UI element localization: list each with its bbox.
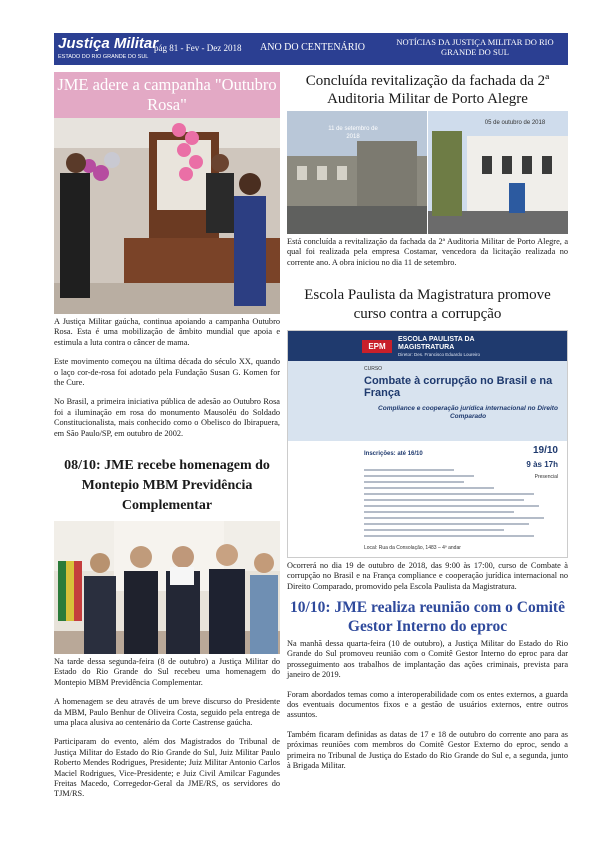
logo-title: Justiça Militar: [58, 35, 159, 52]
epm-headline: Escola Paulista da Magistratura promove curso contra a corrupção: [304, 287, 551, 322]
epm-logo: EPM: [362, 340, 392, 353]
header-right-title: NOTÍCIAS DA JUSTIÇA MILITAR DO RIO GRANDE DO SUL: [396, 37, 554, 57]
mbm-paragraph: Na tarde dessa segunda-feira (8 de outubro) a Justiça Militar do Estado do Rio Grande do Sul recebeu uma homenagem do Montepio MBM Previdência Complementar.: [54, 657, 280, 687]
mbm-paragraph: A homenagem se deu através de um breve discurso do Presidente da MBM, Paulo Benhur de Oliveira Costa, seguido pela entrega de uma placa alusiva ao centenário da Corte Castrense gaúcha.: [54, 697, 280, 728]
flyer-label: CURSO: [364, 366, 383, 372]
page-header: [54, 33, 568, 65]
flyer-date: 19/10: [532, 445, 558, 456]
header-center-title: ANO DO CENTENÁRIO: [260, 42, 365, 53]
eproc-headline: 10/10: JME realiza reunião com o Comitê Gestor Interno do eproc: [290, 599, 565, 635]
flyer-director: Diretor: Des. Francisco Eduardo Loureiro: [398, 352, 481, 357]
page-info: pág 81 - Fev - Dez 2018: [154, 43, 242, 53]
flyer-title-band: [288, 361, 567, 441]
mbm-headline: 08/10: JME recebe homenagem do Montepio MBM Previdência Complementar: [64, 458, 270, 513]
mbm-photo: [54, 521, 280, 654]
facade-photos: [287, 111, 568, 234]
eproc-paragraph: Também ficaram definidas as datas de 17 e 18 de outubro do corrente ano para as próximas reuniões com membros do Comitê Gestor Externo do eproc, sendo a primeira no Tribunal de Justiça do Estado do Rio Grande do Sul e, a segunda, junto à Brigada Militar.: [287, 729, 568, 771]
rosa-photo: [54, 118, 280, 314]
facade-caption: Está concluída a revitalização da fachada da 2ª Auditoria Militar de Porto Alegre, a qual foi realizada pela empresa Costamar, vencedora da licitação realizada no corrente ano. A obra iniciou no dia 11 de setembro.: [287, 237, 568, 267]
epm-flyer: [287, 330, 568, 558]
eproc-paragraph: Na manhã dessa quarta-feira (10 de outubro), a Justiça Militar do Estado do Rio Grande do Sul promoveu reunião com o Comitê Gestor Interno do eproc para dar prosseguimento aos trabalhos de implantação das ações criminais, prevista para janeiro de 2019.: [287, 639, 568, 680]
photo-label-after: 05 de outubro de 2018: [484, 120, 546, 126]
rosa-article-body: [54, 317, 280, 448]
flyer-subtitle: Compliance e cooperação jurídica internacional no Direito Comparado: [378, 405, 558, 420]
flyer-program-lines: [364, 466, 484, 526]
logo-subtitle: ESTADO DO RIO GRANDE DO SUL: [58, 54, 149, 60]
facade-headline: Concluída revitalização da fachada da 2ª Auditoria Militar de Porto Alegre: [305, 73, 550, 107]
eproc-article-body: [287, 639, 568, 780]
rosa-paragraph: Este movimento começou na última década do século XX, quando o laço cor-de-rosa foi adotado pela Fundação Susan G. Komen for the Cure.: [54, 357, 280, 388]
epm-caption: Ocorrerá no dia 19 de outubro de 2018, das 9:00 às 17:00, curso de Combate à corrupção no Brasil e na França compliance e cooperação jurídica internacional no Direito Comparado, promovido pela Escola Paulista da Magistratura.: [287, 561, 568, 591]
rosa-paragraph: A Justiça Militar gaúcha, continua apoiando a campanha Outubro Rosa. Esta é uma mobilização de âmbito mundial que apoia e estimula a luta contra o câncer de mama.: [54, 317, 280, 347]
mbm-article-body: [54, 657, 280, 809]
flyer-local: Local: Rua da Consolação, 1483 – 4º andar: [364, 545, 461, 551]
eproc-paragraph: Foram abordados temas como a interoperabilidade com os entes externos, a guarda dos eventuais documentos fixos e a gestão de usuários externos, entre outros assuntos.: [287, 689, 568, 720]
flyer-title: Combate à corrupção no Brasil e na França: [364, 375, 553, 399]
mbm-paragraph: Participaram do evento, além dos Magistrados do Tribunal de Justiça Militar do Estado do Rio Grande do Sul, Juiz Militar Paulo Roberto Mendes Rodrigues, Presidente; Juiz Militar Antonio Carlos Maciel Rodrigues, Vice-Presidente; e Juiz Civil Amilcar Fagundes Freitas Macedo, Corregedor-Geral da JME/RS, os servidores do TJM/RS.: [54, 737, 280, 799]
flyer-registration: Inscrições: até 16/10: [364, 451, 423, 457]
flyer-mode: Presencial: [534, 474, 558, 480]
logo: [54, 33, 159, 65]
rosa-headline: JME adere a campanha "Outubro Rosa": [54, 72, 280, 118]
flyer-school-name: ESCOLA PAULISTA DA MAGISTRATURA: [398, 336, 475, 351]
rosa-paragraph: No Brasil, a primeira iniciativa pública de adesão ao Outubro Rosa foi a iluminação em rosa do monumento Mausoléu do Soldado Constitucionalista, mais conhecido como o Obelisco do Ibirapuera, em São Paulo/SP, em outubro de 2002.: [54, 397, 280, 438]
flyer-time: 9 às 17h: [526, 460, 558, 469]
photo-label-before: 11 de setembro de 2018: [328, 126, 378, 140]
